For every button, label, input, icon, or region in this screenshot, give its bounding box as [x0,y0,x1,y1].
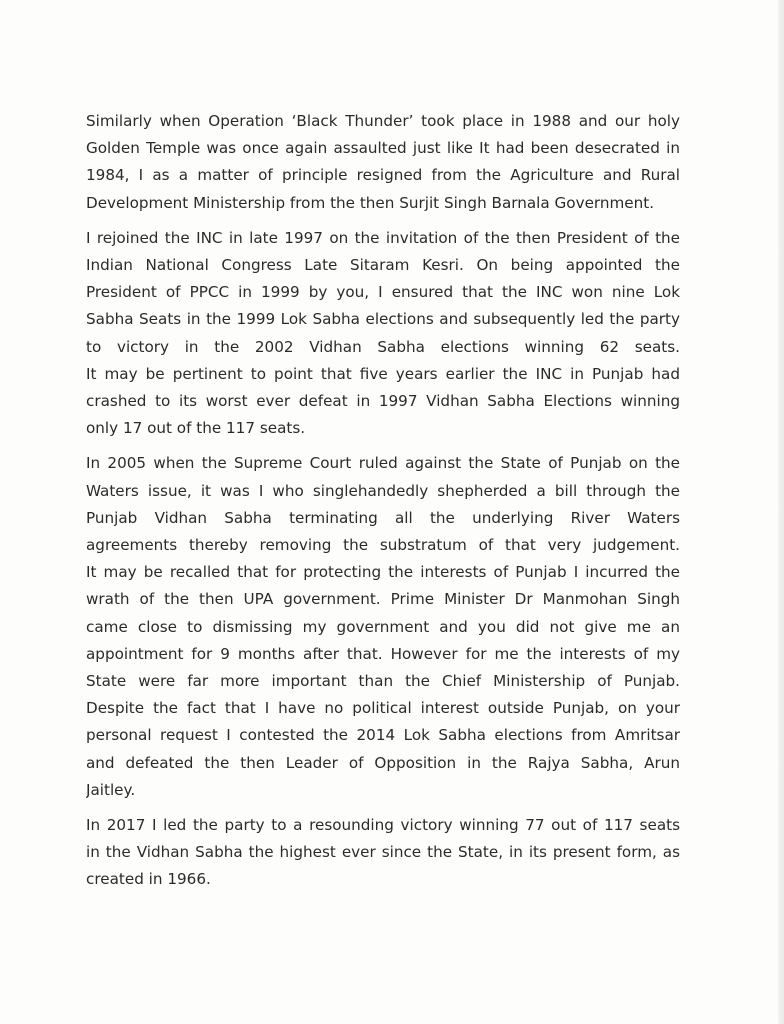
text-line: It may be pertinent to point that five years earlier the INC in Punjab had [86,364,680,383]
text-line: and defeated the then Leader of Opposition in the Rajya Sabha, Arun [86,753,680,772]
text-line: only 17 out of the 117 seats. [86,419,306,438]
text-line: Waters issue, it was I who singlehandedly shepherded a bill through the [86,481,680,500]
text-line: Despite the fact that I have no political interest outside Punjab, on your [86,699,680,718]
text-line: appointment for 9 months after that. However for me the interests of my [86,644,680,663]
text-line: Jaitley. [86,780,136,799]
text-line: Sabha Seats in the 1999 Lok Sabha elections and subsequently led the party [86,310,680,329]
text-line: Indian National Congress Late Sitaram Kesri. On being appointed the [86,256,680,275]
text-line: In 2005 when the Supreme Court ruled against the State of Punjab on the [86,454,680,473]
paragraph-operation-black-thunder [86,108,680,217]
paragraph-waters-issue [86,450,680,804]
letter-body [86,108,680,902]
paragraph-rejoined-inc [86,225,680,443]
text-line: 1984, I as a matter of principle resigned from the Agriculture and Rural [86,166,680,185]
text-line: created in 1966. [86,870,211,889]
text-line: personal request I contested the 2014 Lok Sabha elections from Amritsar [86,726,680,745]
text-line: Development Ministership from the then Surjit Singh Barnala Government. [86,193,655,212]
text-line: in the Vidhan Sabha the highest ever since the State, in its present form, as [86,843,680,862]
text-line: President of PPCC in 1999 by you, I ensured that the INC won nine Lok [86,283,680,302]
text-line: crashed to its worst ever defeat in 1997 Vidhan Sabha Elections winning [86,392,680,411]
text-line: In 2017 I led the party to a resounding victory winning 77 out of 117 seats [86,816,680,835]
text-line: wrath of the then UPA government. Prime Minister Dr Manmohan Singh [86,590,680,609]
text-line: It may be recalled that for protecting the interests of Punjab I incurred the [86,563,680,582]
text-line: Golden Temple was once again assaulted just like It had been desecrated in [86,139,680,158]
text-line: came close to dismissing my government and you did not give me an [86,617,680,636]
text-line: Similarly when Operation ‘Black Thunder’ took place in 1988 and our holy [86,112,680,130]
text-line: agreements thereby removing the substratum of that very judgement. [86,536,680,555]
paragraph-2017-victory [86,812,680,894]
text-line: State were far more important than the Chief Ministership of Punjab. [86,672,680,691]
text-line: I rejoined the INC in late 1997 on the invitation of the then President of the [86,228,680,247]
scan-edge [778,0,784,1024]
text-line: Punjab Vidhan Sabha terminating all the underlying River Waters [86,508,680,527]
text-line: to victory in the 2002 Vidhan Sabha elections winning 62 seats. [86,337,680,356]
